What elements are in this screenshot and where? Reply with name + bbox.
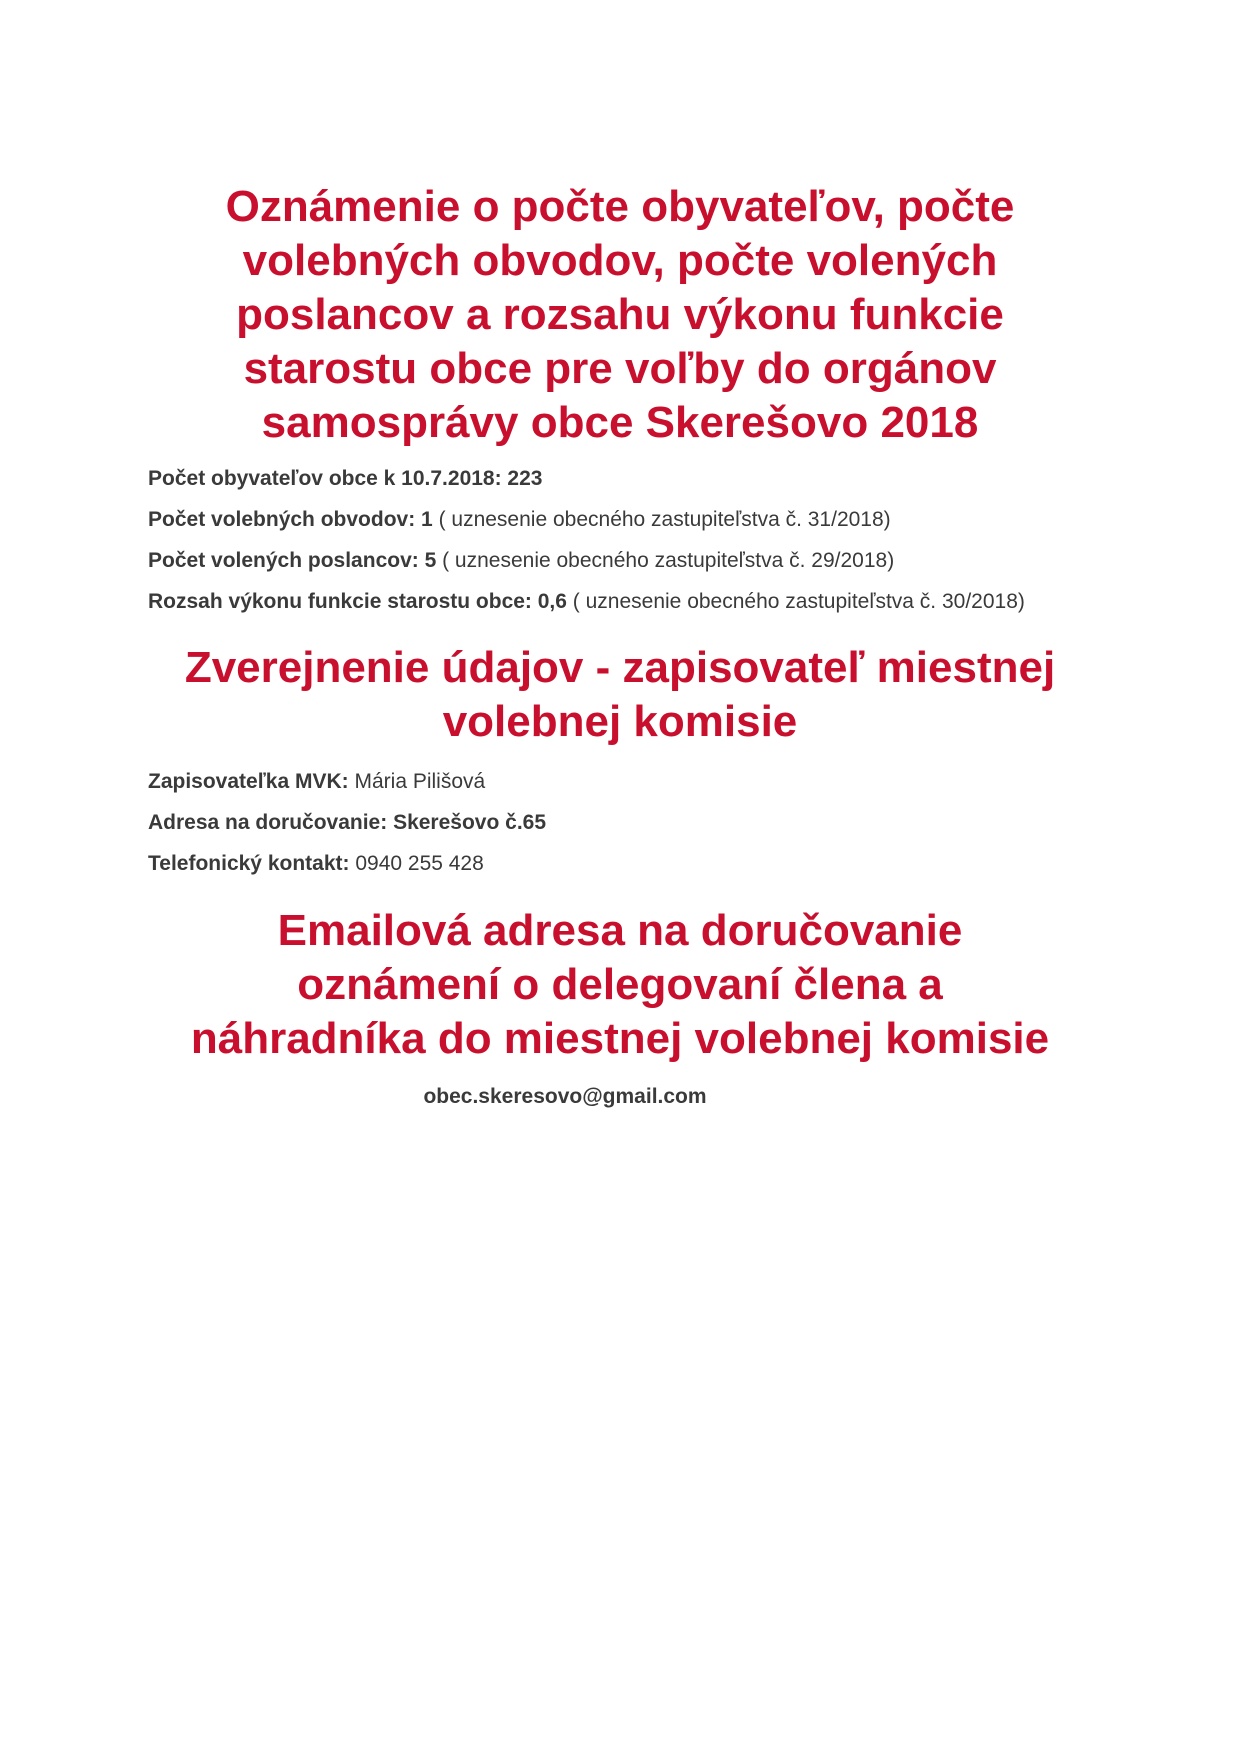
- announcement-heading: Oznámenie o počte obyvateľov, počte volebných obvodov, počte volených poslancov a rozsahu výkonu funkcie starostu obce pre voľby do orgánov samosprávy obce Skerešovo 2018: [225, 182, 1015, 447]
- detail-row-population: [148, 458, 1148, 499]
- detail-row-delivery-address: [148, 802, 1148, 843]
- detail-label: Počet volených poslancov: 5: [148, 549, 437, 572]
- email-heading: Emailová adresa na doručovanie oznámení o delegovaní člena a náhradníka do miestnej volebnej komisie: [190, 906, 1050, 1063]
- detail-value: Skerešovo č.65: [387, 811, 547, 834]
- recorder-details: [148, 761, 1148, 884]
- detail-label: Telefonický kontakt:: [148, 852, 350, 875]
- announcement-details: [148, 458, 1148, 622]
- detail-note: 0940 255 428: [349, 852, 484, 875]
- detail-row-recorder-name: [148, 761, 1148, 802]
- detail-row-phone: [148, 843, 1148, 884]
- detail-label: Adresa na doručovanie:: [148, 811, 388, 834]
- detail-note: Mária Pilišová: [348, 770, 486, 793]
- detail-row-deputies: [148, 540, 1148, 581]
- detail-label: Rozsah výkonu funkcie starostu obce: 0,6: [148, 590, 567, 613]
- recorder-heading: Zverejnenie údajov - zapisovateľ miestnej volebnej komisie: [184, 643, 1056, 746]
- detail-note: ( uznesenie obecného zastupiteľstva č. 31/2018): [432, 508, 891, 531]
- detail-note: ( uznesenie obecného zastupiteľstva č. 29/2018): [436, 549, 895, 572]
- detail-row-mayor-scope: [148, 581, 1148, 622]
- detail-label: Počet volebných obvodov: 1: [148, 508, 433, 531]
- detail-label: Zapisovateľka MVK:: [148, 770, 349, 793]
- detail-row-electoral-districts: [148, 499, 1148, 540]
- detail-note: ( uznesenie obecného zastupiteľstva č. 30/2018): [566, 590, 1025, 613]
- email-address: obec.skeresovo@gmail.com: [423, 1085, 707, 1108]
- detail-label: Počet obyvateľov obce k 10.7.2018: 223: [148, 467, 543, 490]
